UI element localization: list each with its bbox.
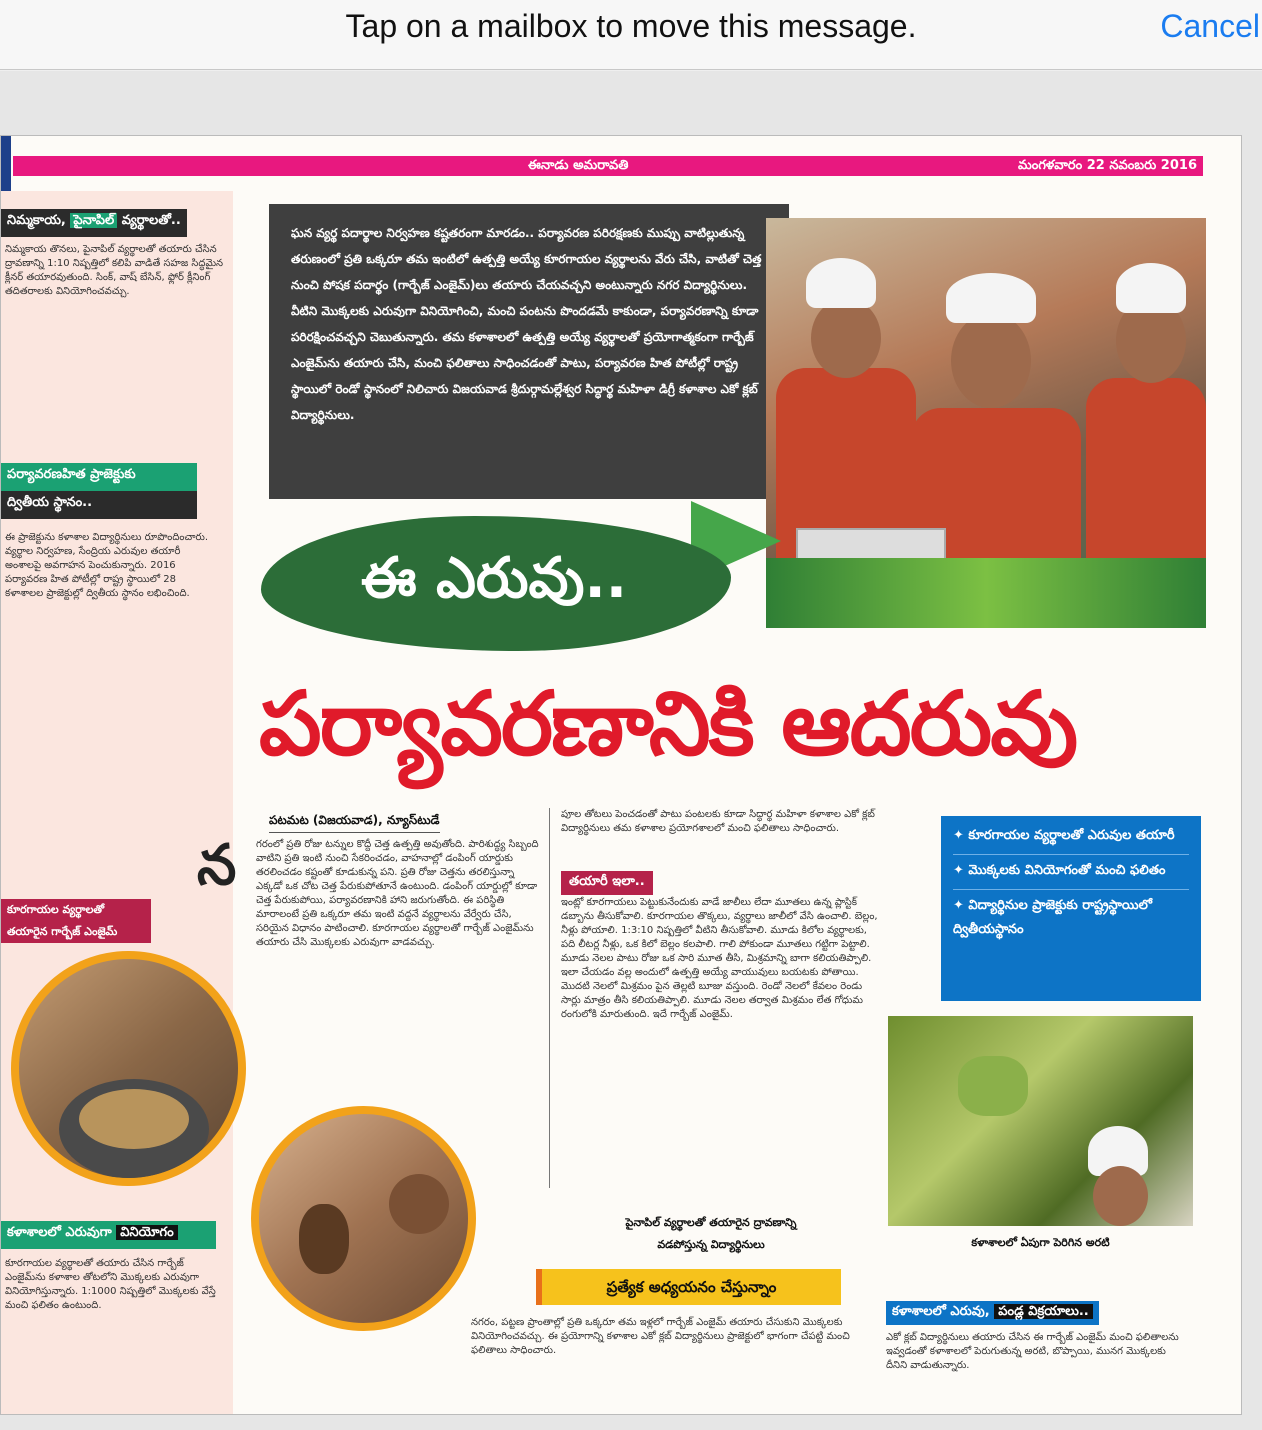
article-text: పూల తోటలు పెంచడంతో పాటు పంటలకు కూడా సిద్ధార్థ మహిళా కళాశాల ఎకో క్లబ్ విద్యార్థినులు తమ కళాశాల ప్రయోగశాలలో మంచి ఫలితాలు సాధించారు.	[561, 809, 875, 834]
city-illustration	[766, 558, 1206, 628]
article-text: గరంలో ప్రతి రోజు టన్నుల కొద్దీ చెత్త ఉత్పత్తి అవుతోంది. పారిశుద్ధ్య సిబ్బంది వాటిని ప్రతి ఇంటి నుంచి సేకరించడం, వాహనాల్లో డంపింగ్ యార్డుకు తరలించడం కష్టంతో కూడుకున్న పని. ప్రతి రోజు చెత్తను తరలిస్తున్నా ఎక్కడో ఒక చోట చెత్త పేరుకుపోతూనే ఉంటుంది. డంపింగ్ యార్డుల్లో కూడా చెత్త పేరుకుపోయి, పర్యావరణానికి హాని జరుగుతోంది. ఈ పరిస్థితి మారాలంటే ప్రతి ఒక్కరూ తమ ఇంటి వద్దనే వ్యర్థాలను వేర్వేరు చేసి, సరియైన విధానం పాటించాలి. కూరగాయల వ్యర్థాలతో గార్బేజ్ ఎంజైమ్‌ను తయారు చేసి మొక్కలకు ఎరువుగా వాడవచ్చు.	[256, 839, 539, 948]
highlight-text: కూరగాయల వ్యర్థాలతో ఎరువుల తయారీ	[968, 828, 1175, 843]
article-text: ఈ ప్రాజెక్టును కళాశాల విద్యార్థినులు రూపొందించారు. వ్యర్థాల నిర్వహణ, సేంద్రియ ఎరువుల తయారీ అంశాలపై అవగాహన పెంచుకున్నారు. 2016 పర్యావరణ హిత పోటీల్లో రాష్ట్ర స్థాయిలో 28 కళాశాలల ప్రాజెక్టుల్లో ద్వితీయ స్థానం లభించింది.	[5, 532, 209, 599]
byline: పటమట (విజయవాడ), న్యూస్‌టుడే	[269, 813, 440, 833]
left-column	[1, 191, 233, 1415]
photo-caption	[561, 1216, 861, 1254]
highlights-box	[941, 816, 1201, 1001]
page-edge-marker	[1, 136, 11, 191]
section-heading: పర్యావరణహిత ప్రాజెక్టుకు	[1, 463, 197, 491]
jug-shape	[299, 1204, 349, 1274]
publication-date: మంగళవారం 22 నవంబరు 2016	[1017, 158, 1197, 173]
section-heading	[886, 1301, 1099, 1325]
cap-shape	[946, 273, 1036, 323]
pineapple-solution-photo	[251, 1106, 476, 1331]
article-text: కూరగాయల వ్యర్థాలతో తయారు చేసిన గార్బేజ్ ఎంజైమ్‌ను కళాశాల తోటలోని మొక్కలకు ఎరువుగా వినియోగిస్తున్నారు. 1:1000 నిష్పత్తిలో మొక్కలకు వేస్తే మంచి ఫలితం ఉంటుంది.	[5, 1258, 216, 1311]
subheading-box: ప్రత్యేక అధ్యయనం చేస్తున్నాం	[536, 1269, 841, 1305]
garbage-enzyme-photo	[11, 951, 246, 1186]
banana-plant-photo	[888, 1016, 1193, 1226]
photo-caption: కళాశాలలో ఏపుగా పెరిగిన అరటి	[971, 1236, 1110, 1249]
students-photo	[766, 218, 1206, 628]
article-text: నిమ్మకాయ తొనలు, పైనాపిల్ వ్యర్థాలతో తయారు చేసిన ద్రావణాన్ని 1:10 నిష్పత్తిలో కలిపి వాడితే సహజ సిద్ధమైన క్లీనర్ తయారవుతుంది. సింక్, వాష్ బేసిన్, ఫ్లోర్ క్లీనింగ్ తదితరాలకు వినియోగించవచ్చు.	[5, 244, 224, 297]
highlight-item: ✦ కూరగాయల వ్యర్థాలతో ఎరువుల తయారీ	[953, 820, 1189, 855]
article-text: నగరం, పట్టణ ప్రాంతాల్లో ప్రతి ఒక్కరూ తమ ఇళ్లలో గార్బేజ్ ఎంజైమ్ తయారు చేసుకుని మొక్కలకు వినియోగించవచ్చు. ఈ ప్రయోగాన్ని కళాశాల ఎకో క్లబ్ విద్యార్థినులు ప్రాజెక్టులో భాగంగా చేపట్టి మంచి ఫలితాలు సాధించారు.	[471, 1317, 850, 1356]
heading-part: నిమ్మకాయ,	[7, 213, 66, 228]
heading-part: కళాశాలలో ఎరువుగా	[7, 1225, 112, 1240]
headline: పర్యావరణానికి ఆదరువు	[259, 671, 1077, 775]
subheading: తయారీ ఇలా..	[561, 871, 653, 895]
section-heading: కూరగాయల వ్యర్థాలతో	[1, 899, 151, 921]
highlight-text: మొక్కలకు వినియోగంతో మంచి ఫలితం	[968, 863, 1166, 878]
person-face	[951, 313, 1031, 408]
person-face	[1093, 1166, 1148, 1226]
heading-part: వ్యర్థాలతో..	[121, 213, 181, 228]
highlight-item: ✦ విద్యార్థినుల ప్రాజెక్టుకు రాష్ట్రస్థాయిలో ద్వితీయస్థానం	[953, 898, 1153, 937]
leaf-title: ఈ ఎరువు..	[361, 546, 627, 611]
highlight-text: విద్యార్థినుల ప్రాజెక్టుకు రాష్ట్రస్థాయిలో ద్వితీయస్థానం	[953, 898, 1153, 937]
cap-shape	[1116, 263, 1186, 313]
message-preview-image[interactable]	[0, 135, 1242, 1415]
highlight-item: ✦ మొక్కలకు వినియోగంతో మంచి ఫలితం	[953, 855, 1189, 890]
article-text: ఇంట్లో కూరగాయలు పెట్టుకునేందుకు వాడే జాలీలు లేదా మూతలు ఉన్న ప్లాస్టిక్ డబ్బాను తీసుకోవాలి. కూరగాయల తొక్కలు, వ్యర్థాలు జాలీలో వేసి ఉంచాలి. బెల్లం, నీళ్లు పోయాలి. 1:3:10 నిష్పత్తిలో వీటిని తీసుకోవాలి. మూడు కిలోల వ్యర్థాలకు, పది లీటర్ల నీళ్లు, ఒక కిలో బెల్లం కలపాలి. గాలి పోకుండా మూతలు గట్టిగా పెట్టాలి. మూడు నెలల పాటు రోజు ఒక సారి మూత తీసి, మిశ్రమాన్ని బాగా కలియతిప్పాలి. ఇలా చేయడం వల్ల అందులో ఉత్పత్తి అయ్యే వాయువులు బయటకు పోతాయి. మొదటి నెలలో మిశ్రమం పైన తెల్లటి బూజు వస్తుంది. రెండో నెలలో కేవలం రెండు సార్లు మాత్రం తీసి కలియతిప్పాలి. మూడు నెలల తర్వాత మిశ్రమం లేత గోధుమ రంగులోకి మారుతుంది. ఇదే గార్బేజ్ ఎంజైమ్.	[561, 897, 878, 1020]
heading-highlight: పైనాపిల్	[70, 213, 117, 228]
instruction-title: Tap on a mailbox to move this message.	[345, 8, 917, 44]
banana-bunch	[958, 1056, 1028, 1116]
cancel-button[interactable]: Cancel	[1160, 8, 1260, 44]
section-heading: ద్వితీయ స్థానం..	[1, 491, 197, 519]
article-text: ఎకో క్లబ్ విద్యార్థినులు తయారు చేసిన ఈ గార్బేజ్ ఎంజైమ్ మంచి ఫలితాలను ఇవ్వడంతో కళాశాలలో పెరుగుతున్న అరటి, బొప్పాయి, మునగ మొక్కలకు దీనిని వాడుతున్నారు.	[886, 1332, 1179, 1371]
section-heading	[1, 209, 187, 237]
publication-name: ఈనాడు అమరావతి	[528, 158, 629, 173]
caption-line: పైనాపిల్ వ్యర్థాలతో తయారైన ద్రావణాన్ని	[625, 1216, 797, 1229]
masthead-bar	[13, 156, 1203, 176]
caption-line: వడపోస్తున్న విద్యార్థినులు	[657, 1238, 765, 1251]
person-face	[389, 1174, 449, 1234]
section-heading: తయారైన గార్బేజ్ ఎంజైమ్	[1, 921, 151, 943]
heading-part: కళాశాలలో ఎరువు,	[892, 1304, 990, 1319]
intro-box: ఘన వ్యర్థ పదార్థాల నిర్వహణ కష్టతరంగా మారడం.. పర్యావరణ పరిరక్షణకు ముప్పు వాటిల్లుతున్న తరుణంలో ప్రతి ఒక్కరూ తమ ఇంటిలో ఉత్పత్తి అయ్యే కూరగాయల వ్యర్థాలను వేరు చేసి, వాటితో చెత్త నుంచి పోషక పదార్థం (గార్బేజ్ ఎంజైమ్)లు తయారు చేయవచ్చని అంటున్నారు నగర విద్యార్థినులు. వీటిని మొక్కలకు ఎరువుగా వినియోగించి, మంచి పంటను పొందడమే కాకుండా, పర్యావరణాన్ని కూడా పరిరక్షించవచ్చని చెబుతున్నారు. తమ కళాశాలలో ఉత్పత్తి అయ్యే వ్యర్థాలతో ప్రయోగాత్మకంగా గార్బేజ్ ఎంజైమ్‌ను తయారు చేసి, మంచి ఫలితాలు సాధించడంతో పాటు, పర్యావరణ హిత పోటీల్లో రాష్ట్ర స్థాయిలో రెండో స్థానంలో నిలిచారు విజయవాడ శ్రీదుర్గామల్లేశ్వర సిద్ధార్థ మహిళా డిగ్రీ కళాశాల ఎకో క్లబ్ విద్యార్థినులు.	[269, 204, 789, 499]
column-divider	[549, 808, 550, 1188]
section-heading	[1, 1221, 216, 1249]
drop-cap: న	[197, 833, 237, 898]
heading-dark-part: వినియోగం	[116, 1225, 177, 1240]
cap-shape	[806, 258, 876, 308]
heading-dark-part: పండ్ల విక్రయాలు..	[994, 1304, 1093, 1319]
enzyme-shape	[79, 1089, 189, 1149]
move-message-bar	[0, 0, 1262, 70]
person-face	[811, 298, 881, 378]
